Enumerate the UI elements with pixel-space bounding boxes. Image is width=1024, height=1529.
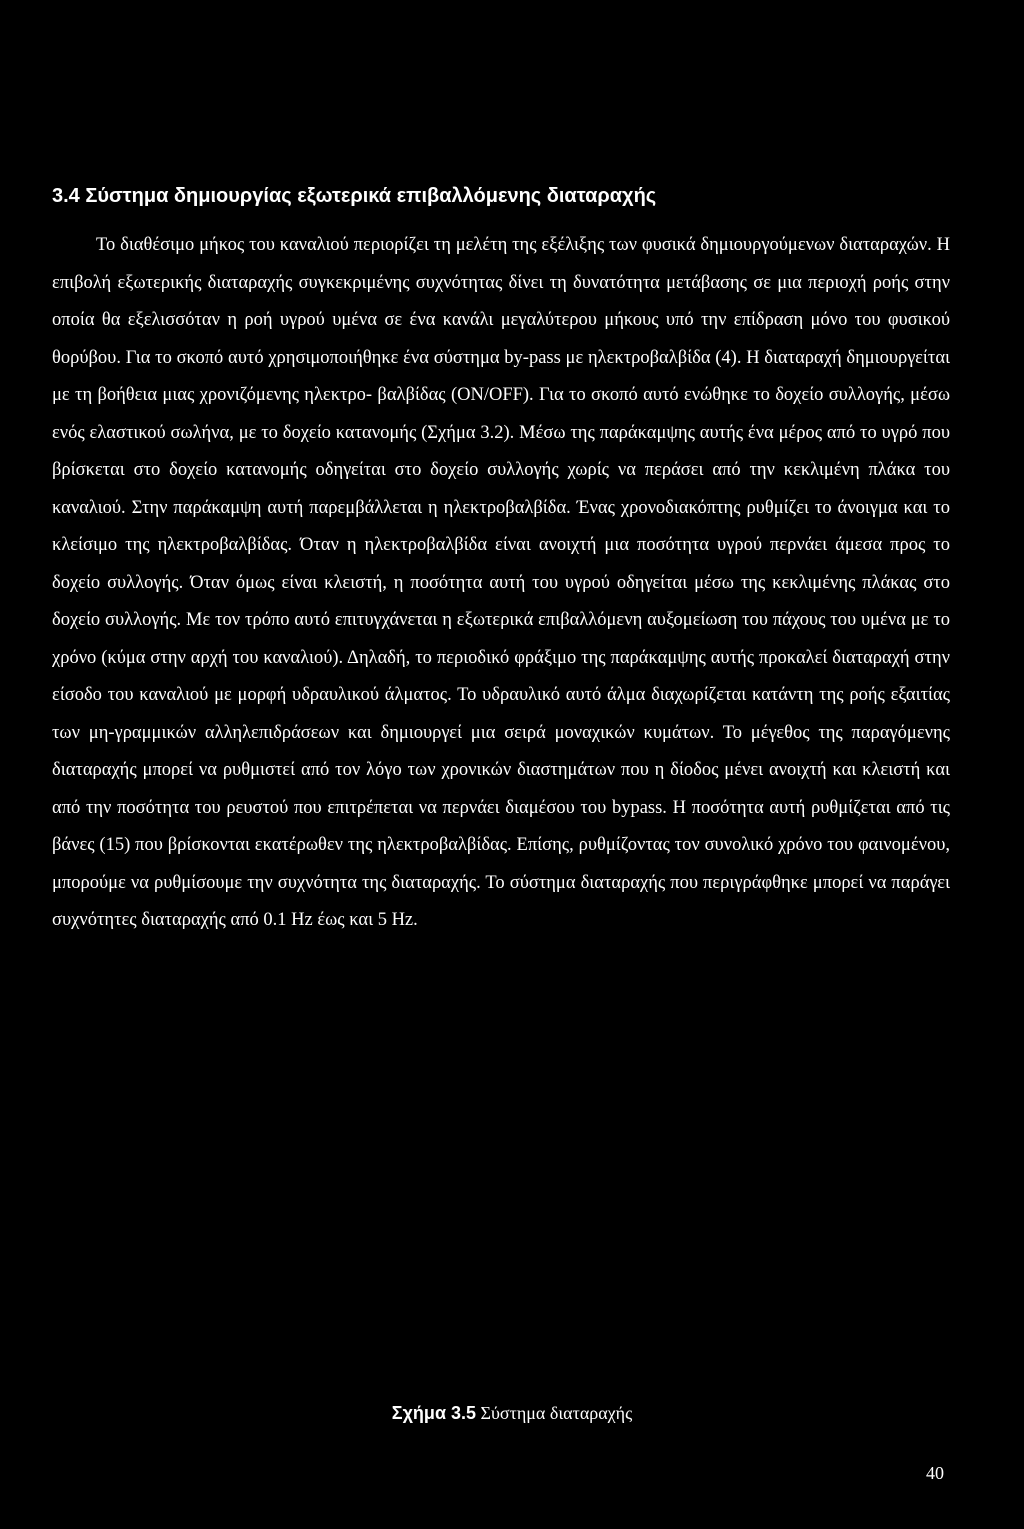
section-heading: 3.4 Σύστημα δημιουργίας εξωτερικά επιβαλλόμενης διαταραχής	[52, 185, 657, 207]
figure-caption-text: Σύστημα διαταραχής	[480, 1403, 633, 1423]
section-paragraph: Το διαθέσιμο μήκος του καναλιού περιορίζει τη μελέτη της εξέλιξης των φυσικά δημιουργούμενων διαταραχών. Η επιβολή εξωτερικής διαταραχής συγκεκριμένης συχνότητας δίνει τη δυνατότητα μετάβασης σε μια περιοχή ροής στην οποία θα εξελισσόταν η ροή υγρού υμένα σε ένα κανάλι μεγαλύτερου μήκους υπό την επίδραση μόνο του φυσικού θορύβου. Για το σκοπό αυτό χρησιμοποιήθηκε ένα σύστημα by-pass με ηλεκτροβαλβίδα (4). Η διαταραχή δημιουργείται με τη βοήθεια μιας χρονιζόμενης ηλεκτρο- βαλβίδας (ON/OFF). Για το σκοπό αυτό ενώθηκε το δοχείο συλλογής, μέσω ενός ελαστικού σωλήνα, με το δοχείο κατανομής (Σχήμα 3.2). Μέσω της παράκαμψης αυτής ένα μέρος από το υγρό που βρίσκεται στο δοχείο κατανομής οδηγείται στο δοχείο συλλογής χωρίς να περάσει από την κεκλιμένη πλάκα του καναλιού. Στην παράκαμψη αυτή παρεμβάλλεται η ηλεκτροβαλβίδα. Ένας χρονοδιακόπτης ρυθμίζει το άνοιγμα και το κλείσιμο της ηλεκτροβαλβίδας. Όταν η ηλεκτροβαλβίδα είναι ανοιχτή μια ποσότητα υγρού περνάει άμεσα προς το δοχείο συλλογής. Όταν όμως είναι κλειστή, η ποσότητα αυτή του υγρού οδηγείται μέσω της κεκλιμένης πλάκας στο δοχείο συλλογής. Με τον τρόπο αυτό επιτυγχάνεται η εξωτερικά επιβαλλόμενη αυξομείωση του πάχους του υμένα με το χρόνο (κύμα στην αρχή του καναλιού). Δηλαδή, το περιοδικό φράξιμο της παράκαμψης αυτής προκαλεί διαταραχή στην είσοδο του καναλιού με μορφή υδραυλικού άλματος. Το υδραυλικό αυτό άλμα διαχωρίζεται κατάντη της ροής εξαιτίας των μη-γραμμικών αλληλεπιδράσεων και δημιουργεί μια σειρά μοναχικών κυμάτων. Το μέγεθος της παραγόμενης διαταραχής μπορεί να ρυθμιστεί από τον λόγο των χρονικών διαστημάτων που η δίοδος μένει ανοιχτή και κλειστή και από την ποσότητα του ρευστού που επιτρέπεται να περνάει διαμέσου του bypass. Η ποσότητα αυτή ρυθμίζεται από τις βάνες (15) που βρίσκονται εκατέρωθεν της ηλεκτροβαλβίδας. Επίσης, ρυθμίζοντας τον συνολικό χρόνο του φαινομένου, μπορούμε να ρυθμίσουμε την συχνότητα της διαταραχής. Το σύστημα διαταραχής που περιγράφθηκε μπορεί να παράγει συχνότητες διαταραχής από 0.1 Hz έως και 5 Hz.	[52, 235, 950, 930]
page-number: 40	[926, 1463, 944, 1483]
figure-caption	[0, 1400, 1024, 1426]
figure-label: Σχήμα 3.5	[391, 1403, 477, 1423]
